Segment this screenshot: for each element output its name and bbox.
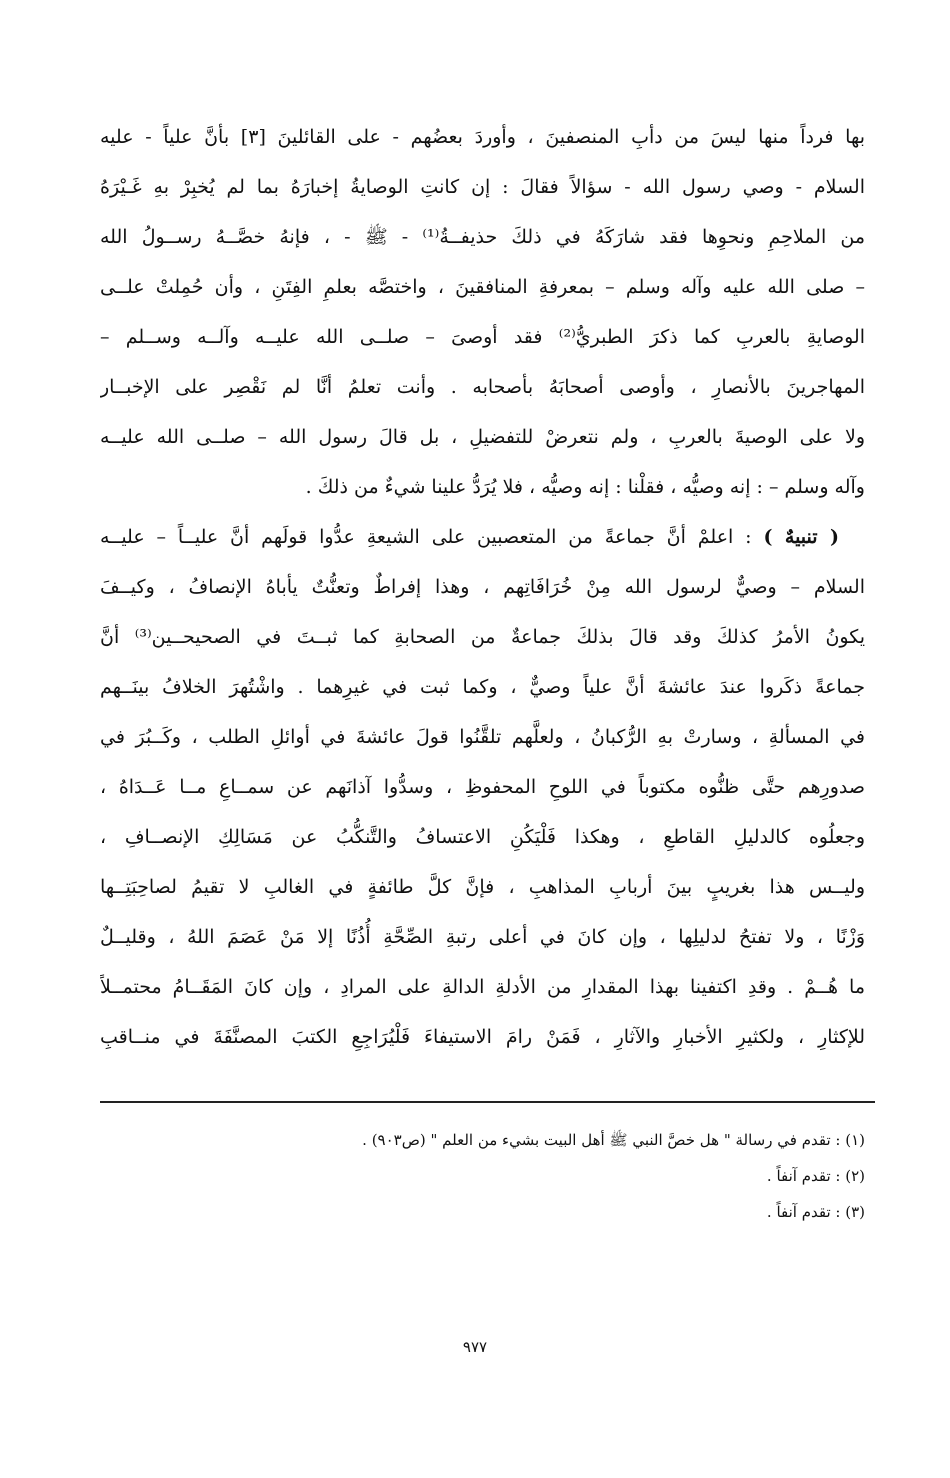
footnote-2: (٢) : تقدم آنفاً . — [766, 1167, 865, 1185]
text-line: المهاجرينَ بالأنصارِ ، وأوصى أصحابَهُ بأصحابه . وأنت تعلمُ أنَّا لم نَقْصِر على الإخبــار — [100, 376, 865, 398]
footnote-separator — [100, 1101, 875, 1103]
text-line: ما هُــمْ . وقدِ اكتفينا بهذا المقدارِ من الأدلةِ الدالةِ على المرادِ ، وإن كانَ المَقَــامُ محتمــلاً — [100, 976, 865, 998]
text-line: السلام - وصي رسول الله - سؤالاً فقالَ : إن كانتِ الوصايةُ إخبارَهُ بما لم يُخبِرْ بهِ غَـيْرَهُ — [100, 176, 865, 198]
note-first-line — [100, 512, 865, 562]
page-number: ٩٧٧ — [462, 1338, 488, 1356]
main-text — [100, 112, 865, 1062]
footnote-1: (١) : تقدم في رسالة " هل خصَّ النبي ﷺ أهل البيت بشيء من العلم " (ص٩٠٣) . — [362, 1131, 865, 1149]
text-line: جماعةً ذكَروا عندَ عائشةَ أنَّ علياً وصيٌّ ، وكما ثبت في غيرِهما . واشْتُهرَ الخلافُ بينَــهم — [100, 676, 865, 698]
text-line: ولا على الوصيةَ بالعربِ ، ولم نتعرضْ للتفضيلِ ، بل قالَ رسول الله – صلــى الله عليــه — [100, 426, 865, 448]
text-line: وجعلُوه كالدليلِ القاطعِ ، وهكذا فَلْيَكُنِ الاعتسافُ والتَّنكُّبُ عن مَسَالِكِ الإنصــافِ ، — [100, 826, 865, 848]
text-line: للإكثارِ ، ولكثيرِ الأخبارِ والآثارِ ، فَمَنْ رامَ الاستيفاءَ فَلْيُرَاجِعِ الكتبَ المصنَّفَةَ في منــاقبِ — [100, 1026, 865, 1048]
text-line: وليــس هذا بغريبٍ بينَ أربابِ المذاهبِ ، فإنَّ كلَّ طائفةٍ في الغالبِ لا تقيمُ لصاحِبَتِــها — [100, 876, 865, 898]
footnote-3: (٣) : تقدم آنفاً . — [766, 1203, 865, 1221]
text-line: صدورِهم حتَّى ظنُّوه مكتوباً في اللوحِ المحفوظِ ، وسدُّوا آذانَهم عن سمــاعِ مــا عَــدَاهُ ، — [100, 776, 865, 798]
text-line: يكونُ الأمرُ كذلكَ وقد قالَ بذلكَ جماعةٌ من الصحابةِ كما ثبــتَ في الصحيحــين⁽³⁾ أنَّ — [100, 626, 865, 648]
text-line: من الملاحِمِ ونحوِها فقد شارَكَهُ في ذلكَ حذيفــةُ⁽¹⁾ - ﷺ - ، فإنهُ خصَّــهُ رســولُ الله — [100, 226, 865, 248]
note-first-line-text: : اعلمْ أنَّ جماعةً من المتعصبين على الشيعةِ عدُّوا قولَهم أنَّ عليــاً – عليــه — [100, 526, 764, 548]
text-line: – صلى الله عليه وآله وسلم – بمعرفةِ المنافقينَ ، واختصَّه بعلمِ الفِتَنِ ، وأن حُمِلتْ علــى — [100, 276, 865, 298]
text-line: وآله وسلم – : إنه وصيُّه ، فقلْنا : إنه وصيُّه ، فلا يُرَدُّ علينا شيءٌ من ذلكَ . — [305, 476, 865, 498]
text-line: بها فرداً منها ليسَ من دأبِ المنصفينَ ، وأوردَ بعضُهم - على القائلينَ [٣] بأنَّ علياً - عليه — [100, 126, 865, 148]
text-line: وَزْنًا ، ولا تفتحُ لدليلِها ، وإن كانَ في أعلى رتبةِ الصِّحَّةِ أُذُنًا إلا مَنْ عَصَمَ اللهُ ، وقليــلٌ — [100, 926, 865, 948]
text-line: السلام – وصيٌّ لرسول الله مِنْ خُرَافَاتِهم ، وهذا إفراطٌ وتعنُّتٌ يأباهُ الإنصافُ ، وكيــفَ — [100, 576, 865, 598]
text-line: الوصايةِ بالعربِ كما ذكرَ الطبريُّ⁽²⁾ فقد أوصىَ – صلــى الله عليــه وآلــه وســلم – — [100, 326, 865, 348]
footnotes — [100, 1122, 865, 1230]
note-heading: ( تنبيهٌ ) — [763, 526, 839, 548]
text-line: في المسألةِ ، وسارتْ بهِ الرُّكبانُ ، ولعلَّهم تلقَّنُوا قولَ عائشةَ في أوائلِ الطلب ، وكَــبُرَ في — [100, 726, 865, 748]
